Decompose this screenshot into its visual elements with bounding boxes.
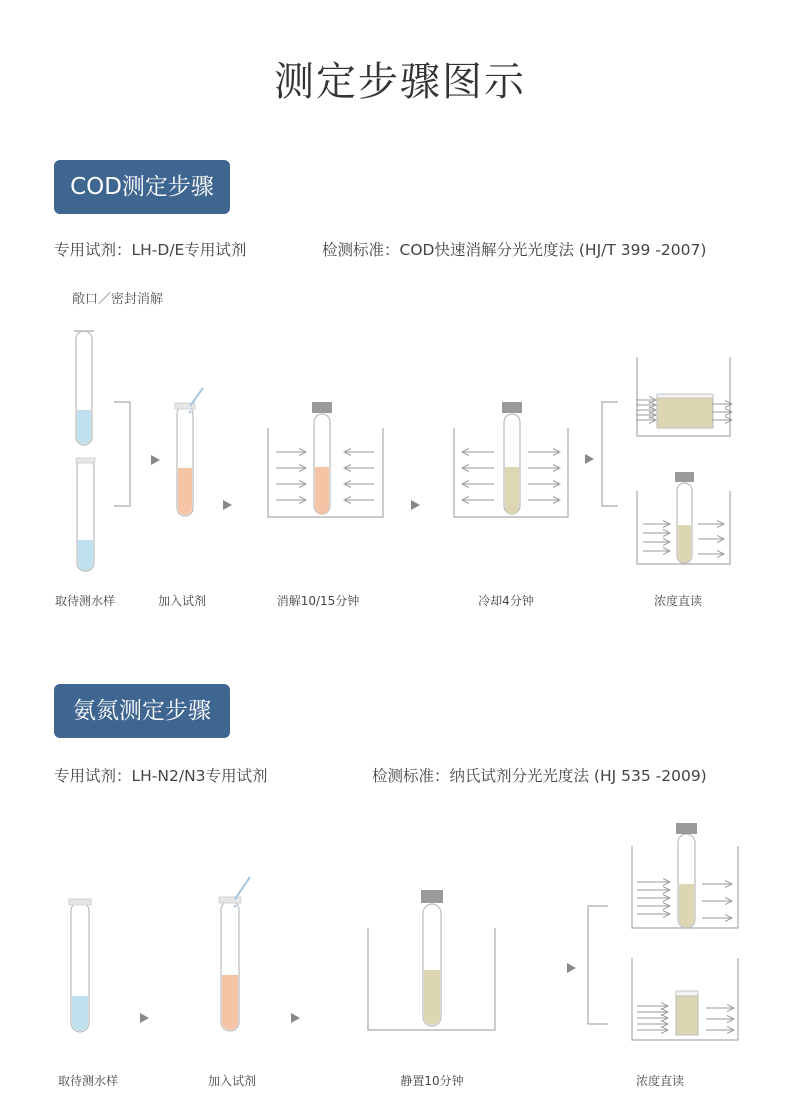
nh3-step-stand-label: 静置10分钟 (400, 1074, 464, 1088)
nh3-reagent-tube (219, 877, 250, 1031)
cod-standard-text: 检测标准：COD快速消解分光光度法 (HJ/T 399 -2007) (322, 241, 707, 259)
cod-bracket (114, 402, 130, 506)
cod-step-arrow-3 (411, 500, 420, 510)
cod-section-badge: COD测定步骤 (54, 160, 230, 214)
cod-step-read-label: 浓度直读 (653, 594, 703, 608)
nh3-step-read-label: 浓度直读 (635, 1074, 685, 1088)
cod-reagent-tube (175, 388, 203, 516)
cod-bracket-right (602, 402, 618, 506)
nh3-reading-cuvette (632, 958, 738, 1040)
nh3-reading-tube (632, 823, 738, 928)
cod-step-reagent-label: 加入试剂 (157, 594, 207, 608)
cod-sample-tube-bottom (76, 458, 95, 571)
nh3-standing-bath (368, 890, 495, 1030)
cod-step-arrow-1 (151, 455, 160, 465)
nh3-step-arrow-3 (567, 963, 576, 973)
nh3-bracket (588, 906, 608, 1024)
cod-step-cool-label: 冷却4分钟 (478, 594, 534, 608)
nh3-sample-tube (69, 899, 91, 1032)
cod-digestion-note: 敞口／密封消解 (72, 292, 164, 307)
nh3-step-arrow-2 (291, 1013, 300, 1023)
nh3-reagent-text: 专用试剂：LH-N2/N3专用试剂 (54, 767, 268, 785)
cod-step-sample-label: 取待测水样 (54, 594, 116, 608)
cod-step-digest-label: 消解10/15分钟 (276, 594, 360, 608)
nh3-step-sample-label: 取待测水样 (57, 1074, 119, 1088)
nh3-step-reagent-label: 加入试剂 (207, 1074, 257, 1088)
cod-reading-tube (637, 472, 730, 564)
nh3-step-arrow-1 (140, 1013, 149, 1023)
page-title: 测定步骤图示 (274, 59, 526, 105)
cod-sample-tube-top (74, 331, 94, 445)
cod-step-arrow-2 (223, 500, 232, 510)
nh3-standard-text: 检测标准：纳氏试剂分光光度法 (HJ 535 -2009) (372, 767, 707, 785)
cod-step-arrow-4 (585, 454, 594, 464)
nh3-section-badge: 氨氮测定步骤 (54, 684, 230, 738)
cod-digestion-bath (268, 402, 383, 517)
cod-cooling-bath (454, 402, 568, 517)
cod-reagent-text: 专用试剂：LH-D/E专用试剂 (54, 241, 247, 259)
cod-reading-cuvette (636, 357, 732, 436)
